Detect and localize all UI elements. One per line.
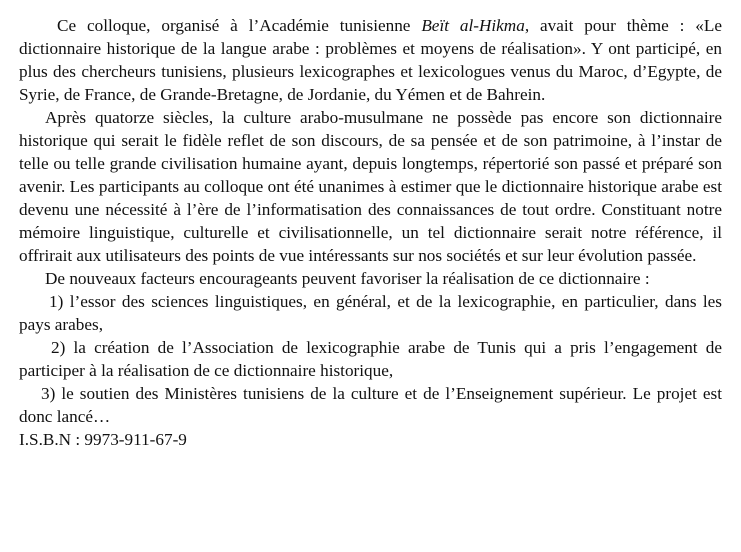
paragraph-colloque-intro [19, 14, 722, 106]
paragraph-colloque-intro-start: Ce colloque, organisé à l’Académie tunisienne [57, 16, 422, 35]
document-page [19, 14, 722, 451]
academy-name: Beït al-Hikma [421, 16, 525, 35]
list-item-association: 2) la création de l’Association de lexicographie arabe de Tunis qui a pris l’engagement de participer à la réalisation de ce dictionnaire historique, [19, 338, 722, 380]
paragraph-historical-dictionary: Après quatorze siècles, la culture arabo-musulmane ne possède pas encore son dictionnaire historique qui serait le fidèle reflet de son discours, de sa pensée et de son patrimoine, à l’instar de telle ou telle grande civilisation humaine ayant, depuis longtemps, répertorié son passé et préparé son avenir. Les participants au colloque ont été unanimes à estimer que le dictionnaire historique arabe est devenu une nécessité à l’ère de l’informatisation des connaissances de tout ordre. Constituant notre mémoire linguistique, culturelle et civilisationnelle, un tel dictionnaire serait notre référence, il offrirait aux utilisateurs des points de vue intéressants sur nos sociétés et sur leur évolution passée. [19, 108, 722, 265]
paragraph-colloque-intro-end: , avait pour thème : «Le dictionnaire historique de la langue arabe : problèmes et moyens de réalisation». Y ont participé, en plus des chercheurs tunisiens, plusieurs lexicographes et lexicologues venus du Maroc, d’Egypte, de Syrie, de France, de Grande-Bretagne, de Jordanie, du Yémen et de Bahrein. [19, 16, 722, 104]
list-item-linguistic-sciences: 1) l’essor des sciences linguistiques, en général, et de la lexicographie, en particulier, dans les pays arabes, [19, 292, 722, 334]
paragraph-new-factors: De nouveaux facteurs encourageants peuvent favoriser la réalisation de ce dictionnaire : [45, 269, 650, 288]
list-item-ministries-support: 3) le soutien des Ministères tunisiens de la culture et de l’Enseignement supérieur. Le projet est donc lancé… [19, 384, 722, 426]
isbn-number: I.S.B.N : 9973-911-67-9 [19, 430, 187, 449]
